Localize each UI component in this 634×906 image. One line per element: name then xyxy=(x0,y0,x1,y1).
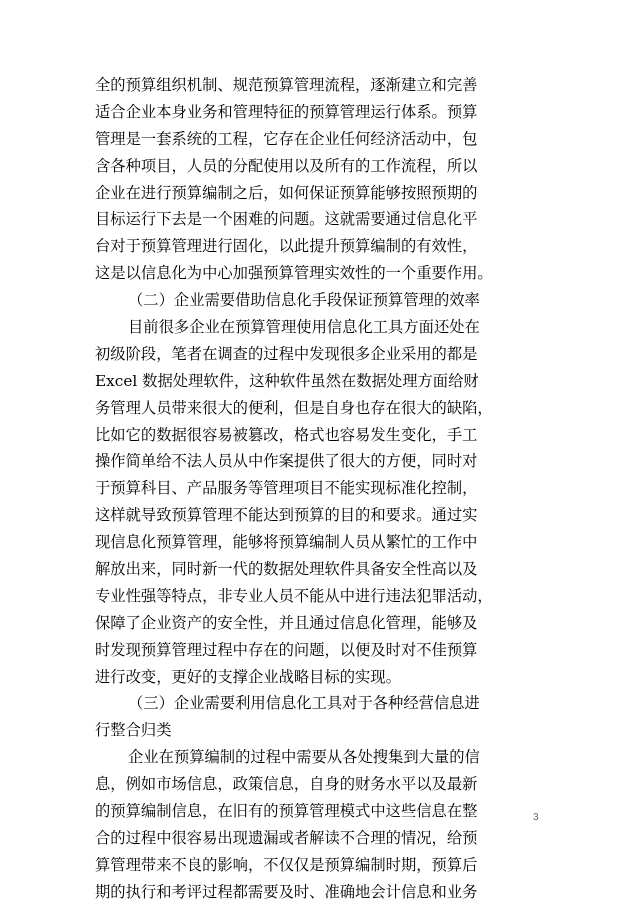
text-line: 台对于预算管理进行固化，以此提升预算编制的有效性， xyxy=(95,237,478,256)
text-line: 的预算编制信息，在旧有的预算管理模式中这些信息在整 xyxy=(95,802,478,821)
text-line: 进行改变，更好的支撑企业战略目标的实现。 xyxy=(95,667,401,686)
text-line: 合的过程中很容易出现遗漏或者解读不合理的情况，给预 xyxy=(95,828,478,847)
paragraph-1 xyxy=(95,72,555,287)
text-line: 息，例如市场信息，政策信息，自身的财务水平以及最新 xyxy=(95,775,478,794)
text-line: 这是以信息化为中心加强预算管理实效性的一个重要作用。 xyxy=(95,264,493,283)
text-line: 适合企业本身业务和管理特征的预算管理运行体系。预算 xyxy=(95,102,478,121)
text-line: 时发现预算管理过程中存在的问题，以便及时对不佳预算 xyxy=(95,640,478,659)
paragraph-3 xyxy=(95,744,555,905)
text-line: 管理是一套系统的工程，它存在企业任何经济活动中，包 xyxy=(95,129,478,148)
page-number: 3 xyxy=(533,812,539,823)
text-line: 企业在进行预算编制之后，如何保证预算能够按照预期的 xyxy=(95,183,478,202)
text-line: Excel 数据处理软件，这种软件虽然在数据处理方面给财 xyxy=(95,371,479,390)
text-line: 务管理人员带来很大的便利，但是自身也存在很大的缺陷， xyxy=(95,398,493,417)
text-line: 全的预算组织机制、规范预算管理流程，逐渐建立和完善 xyxy=(95,76,478,94)
text-line: 操作简单给不法人员从中作案提供了很大的方便，同时对 xyxy=(95,452,478,471)
text-line: 初级阶段，笔者在调查的过程中发现很多企业采用的都是 xyxy=(95,344,478,363)
heading-line: 行整合归类 xyxy=(95,721,172,740)
section-heading-3 xyxy=(95,690,555,744)
text-line: 算管理带来不良的影响，不仅仅是预算编制时期，预算后 xyxy=(95,855,478,874)
text-line: 解放出来，同时新一代的数据处理软件具备安全性高以及 xyxy=(95,560,478,579)
text-line: 含各种项目，人员的分配使用以及所有的工作流程，所以 xyxy=(95,156,478,175)
text-line: 比如它的数据很容易被篡改，格式也容易发生变化，手工 xyxy=(95,425,478,444)
text-line: 目前很多企业在预算管理使用信息化工具方面还处在 xyxy=(128,318,480,337)
text-line: 现信息化预算管理，能够将预算编制人员从繁忙的工作中 xyxy=(95,533,478,552)
text-line: 目标运行下去是一个困难的问题。这就需要通过信息化平 xyxy=(95,210,478,229)
text-line: 企业在预算编制的过程中需要从各处搜集到大量的信 xyxy=(128,748,480,767)
paragraph-2 xyxy=(95,314,555,690)
text-line: 这样就导致预算管理不能达到预算的目的和要求。通过实 xyxy=(95,506,478,525)
text-line: 期的执行和考评过程都需要及时、准确地会计信息和业务 xyxy=(95,882,478,901)
text-line: 于预算科目、产品服务等管理项目不能实现标准化控制， xyxy=(95,479,478,498)
heading-line: （三）企业需要利用信息化工具对于各种经营信息进 xyxy=(128,694,480,713)
text-line: 保障了企业资产的安全性，并且通过信息化管理，能够及 xyxy=(95,613,478,632)
section-heading-2: （二）企业需要借助信息化手段保证预算管理的效率 xyxy=(128,291,480,310)
text-line: 专业性强等特点，非专业人员不能从中进行违法犯罪活动， xyxy=(95,586,493,605)
document-body xyxy=(95,72,555,906)
